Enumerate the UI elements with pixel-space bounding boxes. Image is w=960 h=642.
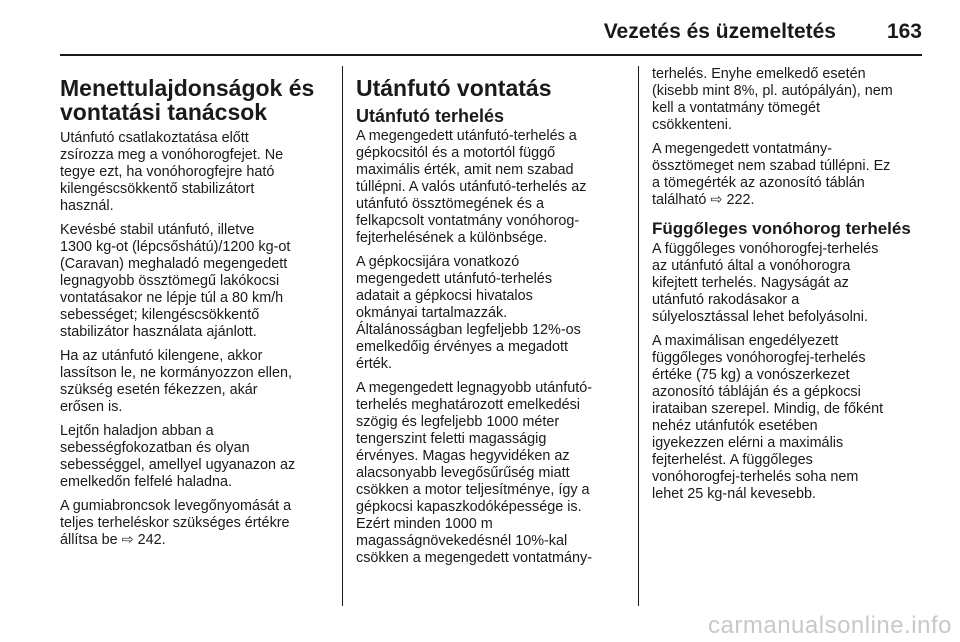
paragraph: Ha az utánfutó kilengene, akkor lassítson le, ne kormányozzon ellen, szükség esetén fékezzen, akár erősen is. [60,348,292,415]
paragraph: Utánfutó csatlakoztatása előtt zsírozza meg a vonóhorogfejet. Ne tegye ezt, ha vonóhorogfejre ható kilengéscsökkentő stabilizátort használ. [60,130,284,214]
page-header [60,14,922,56]
paragraph: Lejtőn haladjon abban a sebességfokozatban és olyan sebességgel, amellyel ugyanazon az emelkedőn felfelé haladna. [60,423,296,490]
paragraph: A gépkocsijára vonatkozó megengedett utánfutó-terhelés adatait a gépkocsi hivatalos okmányai tartalmazzák. Általánosságban legfeljebb 12%-os emelkedőig érvényes a megadott érték. [356,254,581,372]
paragraph: A gumiabroncsok levegőnyomását a teljes terheléskor szükséges értékre állítsa be ⇨ 242. [60,498,292,548]
column-right [652,66,924,510]
paragraph: A megengedett vontatmány- össztömeget nem szabad túllépni. Ez a tömegérték az azonosító táblán található ⇨ 222. [652,141,891,208]
section-heading-trailer-towing: Utánfutó vontatás [356,75,552,101]
paragraph: terhelés. Enyhe emelkedő esetén (kisebb mint 8%, pl. autópályán), nem kell a vontatmány tömegét csökkenteni. [652,66,893,133]
header-title: Vezetés és üzemeltetés [603,20,836,43]
column-middle [356,66,622,574]
paragraph: Kevésbé stabil utánfutó, illetve 1300 kg-ot (lépcsőshátú)/1200 kg-ot (Caravan) meghaladó megengedett legnagyobb össztömegű lakókocsi vontatásakor ne lépje túl a 80 km/h sebességet; kilengéscsökkentő stabilizátor használata ajánlott. [60,222,291,340]
column-left [60,66,328,556]
section-heading-driving-tips: Menettulajdonságok és vontatási tanácsok [60,75,315,125]
paragraph: A maximálisan engedélyezett függőleges vonóhorogfej-terhelés értéke (75 kg) a vonószerkezet azonosító tábláján és a gépkocsi irataiban szerepel. Mindig, de főként nehéz utánfutók esetében igyekezzen elérni a maximális fejterhelést. A függőleges vonóhorogfej-terhelés soha nem lehet 25 kg-nál kevesebb. [652,333,884,502]
paragraph: A megengedett utánfutó-terhelés a gépkocsitól és a motortól függő maximális érték, amit nem szabad túllépni. A valós utánfutó-terhelés az utánfutó össztömegének és a felkapcsolt vontatmány vonóhorog- fejterhelésének a különbsége. [356,128,587,246]
watermark: carmanualsonline.info [708,612,952,639]
subheading-trailer-load: Utánfutó terhelés [356,106,505,126]
paragraph: A függőleges vonóhorogfej-terhelés az utánfutó által a vonóhorogra kifejtett terhelés. Nagyságát az utánfutó rakodásakor a súlyelosztással lehet befolyásolni. [652,241,879,325]
paragraph: A megengedett legnagyobb utánfutó- terhelés meghatározott emelkedési szögig és legfeljebb 1000 méter tengerszint feletti magasságig érvényes. Magas hegyvidéken az alacsonyabb levegősűrűség miatt csökken a motor teljesítménye, így a gépkocsi kapaszkodóképessége is. Ezért minden 1000 m magasságnövekedésnél 10%-kal csökken a megengedett vontatmány- [356,380,593,566]
column-divider [342,66,343,606]
column-divider [638,66,639,606]
page-number: 163 [886,20,922,43]
subheading-vertical-coupling-load: Függőleges vonóhorog terhelés [652,219,911,238]
